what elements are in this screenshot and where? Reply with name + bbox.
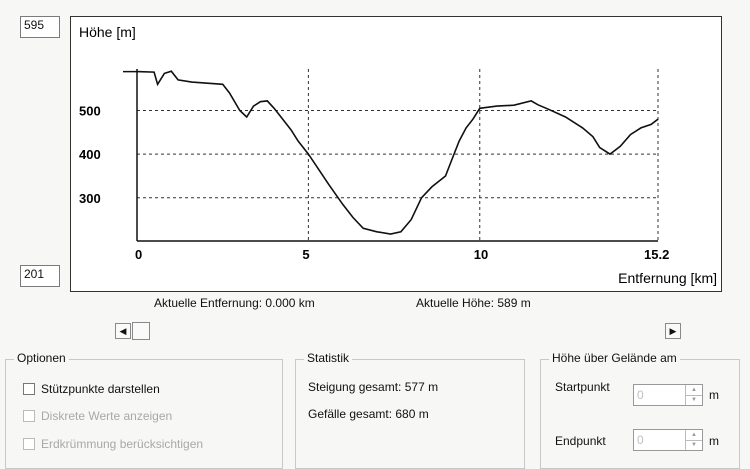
checkbox-box [23,438,35,450]
diskrete-werte-checkbox: Diskrete Werte anzeigen [23,409,172,423]
checkbox-box[interactable] [23,383,35,395]
distance-readout: Aktuelle Entfernung: 0.000 km [154,296,315,310]
startpunkt-label: Startpunkt [555,380,610,394]
spin-up-icon[interactable]: ▲ [685,385,702,396]
erdkruemmung-checkbox: Erdkrümmung berücksichtigen [23,437,203,451]
hoehe-title: Höhe über Gelände am [549,351,680,365]
y-max-field[interactable]: 595 [20,16,60,38]
elevation-line [137,71,658,234]
x-tick-label: 5 [302,247,310,262]
endpunkt-spinner[interactable] [633,429,703,451]
statistik-title: Statistik [304,351,352,365]
elevation-chart[interactable] [70,16,722,292]
y-tick-label: 500 [79,103,101,119]
endpunkt-unit: m [709,434,719,448]
y-tick-label: 300 [79,190,101,206]
hoehe-group [540,351,740,469]
horizontal-scrollbar[interactable] [115,321,685,341]
spin-down-icon[interactable]: ▼ [685,395,702,405]
startpunkt-value[interactable]: 0 [637,388,644,402]
y-tick-label: 400 [79,147,101,163]
height-readout: Aktuelle Höhe: 589 m [416,296,531,310]
checkbox-box [23,410,35,422]
y-min-field[interactable]: 201 [20,265,60,287]
steigung-value: Steigung gesamt: 577 m [308,380,439,394]
startpunkt-unit: m [709,388,719,402]
statistik-group [295,351,525,469]
spin-down-icon[interactable]: ▼ [685,440,702,450]
gefaelle-value: Gefälle gesamt: 680 m [308,407,429,421]
stuetzpunkte-checkbox[interactable]: Stützpunkte darstellen [23,382,160,396]
endpunkt-label: Endpunkt [555,434,606,448]
scroll-right-button[interactable]: ▶ [665,323,681,339]
x-tick-label: 0 [135,247,143,262]
endpunkt-value[interactable]: 0 [637,433,644,447]
optionen-title: Optionen [14,351,69,365]
optionen-group [5,351,283,469]
x-tick-label: 15.2 [644,247,670,262]
scroll-thumb[interactable] [132,322,150,340]
x-tick-label: 10 [473,247,489,262]
scroll-left-button[interactable]: ◀ [115,323,131,339]
x-axis-label: Entfernung [km] [618,270,717,286]
elevation-profile-plot[interactable] [71,17,721,291]
y-axis-label: Höhe [m] [79,24,136,40]
startpunkt-spinner[interactable] [633,384,703,406]
spin-up-icon[interactable]: ▲ [685,430,702,441]
